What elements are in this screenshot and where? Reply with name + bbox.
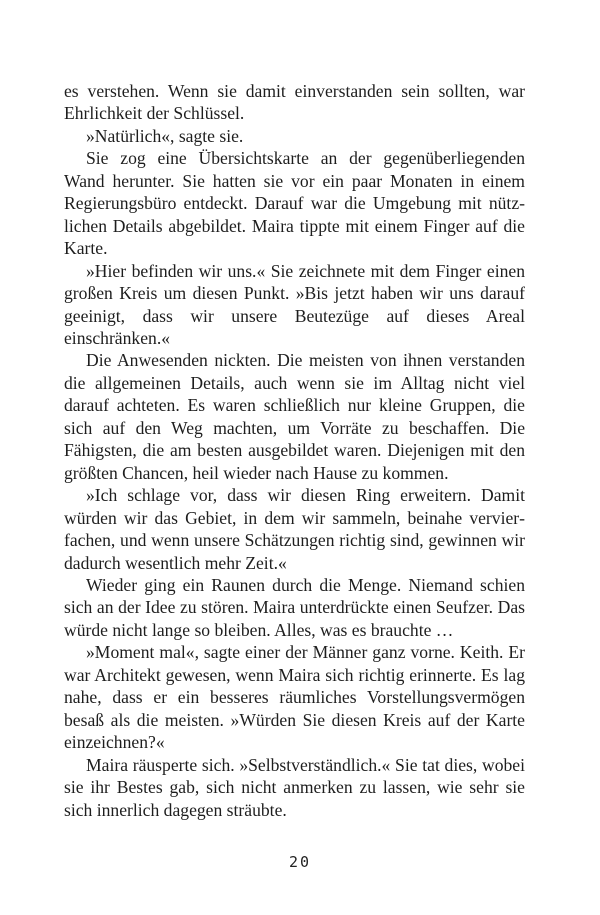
- paragraph: es verstehen. Wenn sie damit einverstanden sein sollten, war Ehrlichkeit der Schlüssel.: [64, 81, 525, 124]
- paragraph: »Natürlich«, sagte sie.: [86, 125, 244, 146]
- page-number: 20: [288, 853, 312, 871]
- paragraph: Maira räusperte sich. »Selbstverständlich.« Sie tat dies, wobei sie ihr Bestes gab, sich nicht anmerken zu lassen, wie sehr sie sich innerlich dagegen sträubte.: [64, 754, 525, 820]
- paragraph: Wieder ging ein Raunen durch die Menge. Niemand schien sich an der Idee zu stören. Maira unterdrückte einen Seufzer. Das würde nicht lange so bleiben. Alles, was es brauchte …: [64, 574, 525, 640]
- paragraph: »Moment mal«, sagte einer der Männer ganz vorne. Keith. Er war Architekt gewesen, wenn Maira sich richtig erinnerte. Es lag nahe, dass er ein besseres räumliches Vorstellungsvermögen besaß als die meisten. »Würden Sie diesen Kreis auf der Karte einzeichnen?«: [64, 642, 525, 753]
- paragraph: »Hier befinden wir uns.« Sie zeichnete mit dem Finger einen großen Kreis um diesen Punkt. »Bis jetzt haben wir uns darauf geeinigt, dass wir unsere Beutezüge auf dieses Areal einschränken.«: [64, 260, 525, 348]
- paragraph: »Ich schlage vor, dass wir diesen Ring erweitern. Damit würden wir das Gebiet, in dem wir sammeln, beinahe vervierfachen, und wenn unsere Schätzungen richtig sind, gewinnen wir dadurch wesentlich mehr Zeit.«: [64, 485, 525, 573]
- paragraph: Die Anwesenden nickten. Die meisten von ihnen verstanden die allgemeinen Details, auch wenn sie im Alltag nicht viel darauf achteten. Es waren schließlich nur kleine Gruppen, die sich auf den Weg machten, um Vorräte zu beschaffen. Die Fähigsten, die am besten ausgebildet waren. Diejenigen mit den größten Chancen, heil wieder nach Hause zu kommen.: [64, 350, 525, 483]
- page-body: [64, 80, 525, 821]
- paragraph: Sie zog eine Übersichtskarte an der gegenüberliegenden Wand herunter. Sie hatten sie vor ein paar Monaten in einem Regierungsbüro entdeckt. Darauf war die Umgebung mit nützlichen Details abgebildet. Maira tippte mit einem Finger auf die Karte.: [64, 148, 525, 259]
